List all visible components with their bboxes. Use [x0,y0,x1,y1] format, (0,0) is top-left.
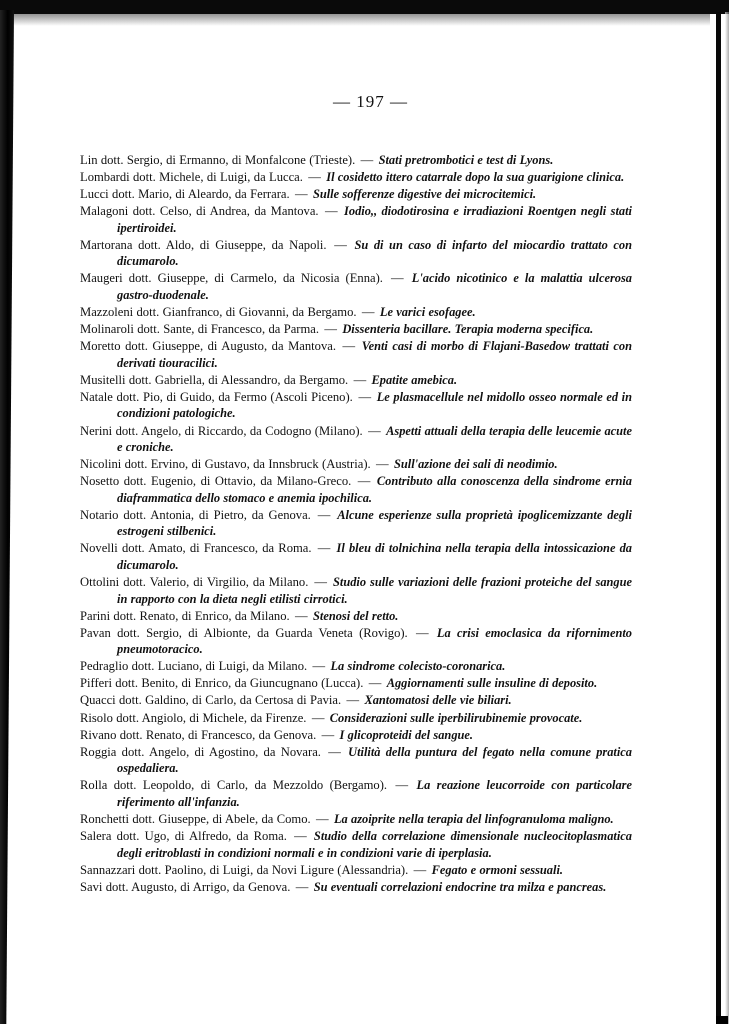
list-item [80,338,632,371]
scan-border-left [0,10,14,1024]
entry-author: Rivano dott. Renato, di Francesco, da Genova. [80,727,317,742]
entry-separator: — [328,744,341,759]
list-item [80,456,632,473]
entry-separator: — [416,625,429,640]
thesis-list [80,152,632,896]
entry-title: Dissenteria bacillare. Terapia moderna specifica. [342,322,594,337]
entry-separator: — [368,423,381,438]
entry-title: La azoiprite nella terapia del linfogranuloma maligno. [333,811,614,826]
list-item [80,389,632,422]
entry-title: Venti casi di morbo di Flajani-Basedow trattati con derivati tiouracilici. [117,339,632,370]
entry-separator: — [358,389,372,404]
entry-separator: — [316,811,329,826]
list-item [80,862,632,879]
entry-title: Studio della correlazione dimensionale nucleocitoplasmatica degli eritroblasti in condizioni normali e in condizioni varie di iperplasia. [117,829,632,860]
entry-title: Aspetti attuali della terapia delle leucemie acute e croniche. [117,423,632,455]
entry-separator: — [361,305,375,320]
entry-separator: — [395,778,409,793]
entry-title: Su eventuali correlazioni endocrine tra milza e pancreas. [313,879,607,894]
entry-separator: — [312,659,326,674]
entry-separator: — [368,676,382,691]
entry-separator: — [294,187,308,202]
entry-separator: — [360,153,374,167]
entry-title: Utilità della puntura del fegato nella comune pratica ospedaliera. [117,744,632,776]
entry-author: Rolla dott. Leopoldo, di Carlo, da Mezzoldo (Bergamo). [80,778,388,793]
entry-author: Musitelli dott. Gabriella, di Alessandro, da Bergamo. [80,372,349,387]
scan-edge-right [725,12,729,1024]
list-item [80,692,632,709]
list-item [80,540,632,573]
scan-corner-mark [716,1016,728,1024]
list-item [80,203,632,236]
list-item [80,658,632,675]
entry-title: L'acido nicotinico e la malattia ulcerosa gastro-duodenale. [117,271,632,302]
entry-author: Nicolini dott. Ervino, di Gustavo, da Innsbruck (Austria). [80,457,371,472]
entry-title: La reazione leucorroide con particolare riferimento all'infanzia. [117,778,633,809]
entry-author: Maugeri dott. Giuseppe, di Carmelo, da Nicosia (Enna). [80,271,383,286]
entry-title: Aggiornamenti sulle insuline di deposito. [386,676,598,691]
entry-author: Natale dott. Pio, di Guido, da Fermo (Ascoli Piceno). [80,389,353,404]
entry-author: Nerini dott. Angelo, di Riccardo, da Codogno (Milano). [80,423,363,438]
entry-author: Molinaroli dott. Sante, di Francesco, da Parma. [80,322,320,337]
entry-separator: — [334,237,347,252]
page-number: — 197 — [333,92,408,111]
entry-title: La crisi emoclasica da rifornimento pneumotoracico. [117,625,632,657]
entry-separator: — [413,862,427,877]
entry-separator: — [325,204,338,219]
entry-title: Sulle sofferenze digestive dei microcitemici. [312,187,537,202]
entry-author: Moretto dott. Giuseppe, di Augusto, da Mantova. [80,339,336,354]
entry-separator: — [391,271,404,286]
entry-author: Novelli dott. Amato, di Francesco, da Roma. [80,541,312,556]
entry-separator: — [346,693,360,708]
entry-author: Quacci dott. Galdino, di Carlo, da Certosa di Pavia. [80,693,342,708]
entry-title: Studio sulle variazioni delle frazioni proteiche del sangue in rapporto con la dieta negli etilisti cirrotici. [117,575,633,606]
list-item [80,372,632,389]
list-item [80,625,632,658]
entry-title: Iodio,, diodotirosina e irradiazioni Roentgen negli stati ipertiroidei. [117,204,632,235]
entry-author: Nosetto dott. Eugenio, di Ottavio, da Milano-Greco. [80,474,352,489]
entry-title: Alcune esperienze sulla proprietà ipoglicemizzante degli estrogeni stilbenici. [117,507,632,539]
entry-title: Xantomatosi delle vie biliari. [364,693,512,708]
list-item [80,744,632,777]
entry-separator: — [314,575,327,589]
list-item [80,270,632,303]
list-item [80,473,632,506]
entry-author: Mazzoleni dott. Gianfranco, di Giovanni, da Bergamo. [80,305,357,320]
entry-author: Malagoni dott. Celso, di Andrea, da Mantova. [80,204,319,219]
entry-title: Il cosidetto ittero catarrale dopo la sua guarigione clinica. [326,170,625,185]
entry-separator: — [294,829,307,844]
entry-separator: — [321,727,335,742]
list-item [80,777,632,810]
entry-author: Pifferi dott. Benito, di Enrico, da Giuncugnano (Lucca). [80,676,364,691]
entry-author: Pavan dott. Sergio, di Albionte, da Guarda Veneta (Rovigo). [80,625,408,640]
entry-author: Risolo dott. Angiolo, di Michele, da Firenze. [80,710,307,725]
entry-title: Epatite amebica. [371,372,458,387]
entry-title: Contributo alla conoscenza della sindrome ernia diaframmatica dello stomaco e anemia ipochilica. [117,474,632,505]
entry-separator: — [324,322,337,337]
entry-author: Lombardi dott. Michele, di Luigi, da Lucca. [80,170,303,185]
entry-title: Sull'azione dei sali di neodimio. [393,457,558,472]
list-item [80,811,632,828]
list-item [80,237,632,270]
entry-author: Notario dott. Antonia, di Pietro, da Genova. [80,507,311,522]
entry-title: Su di un caso di infarto del miocardio trattato con dicumarolo. [117,237,632,269]
entry-separator: — [317,507,331,522]
entry-separator: — [376,457,389,472]
entry-separator: — [308,170,321,185]
entry-author: Lucci dott. Mario, di Aleardo, da Ferrara. [80,187,290,202]
entry-author: Parini dott. Renato, di Enrico, da Milano. [80,608,290,623]
entry-title: La sindrome colecisto-coronarica. [330,659,506,674]
entry-separator: — [317,541,331,556]
entry-title: Il bleu di tolnichina nella terapia della intossicazione da dicumarolo. [117,541,632,572]
list-item [80,186,632,203]
entry-author: Ottolini dott. Valerio, di Virgilio, da Milano. [80,575,309,589]
scan-border-top [0,0,729,14]
entry-author: Lin dott. Sergio, di Ermanno, di Monfalcone (Trieste). [80,153,356,167]
entry-title: Le varici esofagee. [379,305,476,320]
entry-author: Ronchetti dott. Giuseppe, di Abele, da Como. [80,811,311,826]
list-item [80,152,632,169]
entry-separator: — [295,879,309,894]
entry-title: Fegato e ormoni sessuali. [431,862,563,877]
list-item [80,727,632,744]
list-item [80,828,632,861]
list-item [80,304,632,321]
entry-separator: — [295,608,308,623]
list-item [80,608,632,625]
entry-title: I glicoproteidi del sangue. [339,727,474,742]
entry-separator: — [342,339,356,354]
list-item [80,423,632,456]
list-item [80,675,632,692]
entry-title: Stati pretrombotici e test di Lyons. [378,153,554,167]
scan-shadow-top [10,14,710,26]
entry-author: Salera dott. Ugo, di Alfredo, da Roma. [80,829,287,844]
entry-separator: — [353,372,367,387]
entry-author: Pedraglio dott. Luciano, di Luigi, da Milano. [80,659,308,674]
list-item [80,321,632,338]
list-item [80,879,632,896]
list-item [80,710,632,727]
scan-border-right [716,12,721,1024]
entry-title: Considerazioni sulle iperbilirubinemie provocate. [329,710,583,725]
entry-author: Martorana dott. Aldo, di Giuseppe, da Napoli. [80,237,327,252]
entry-title: Stenosi del retto. [312,608,399,623]
entry-title: Le plasmacellule nel midollo osseo normale ed in condizioni patologiche. [117,389,632,421]
entry-author: Savi dott. Augusto, di Arrigo, da Genova. [80,879,291,894]
list-item [80,169,632,186]
entry-author: Roggia dott. Angelo, di Agostino, da Novara. [80,744,321,759]
list-item [80,574,632,607]
entry-author: Sannazzari dott. Paolino, di Luigi, da Novi Ligure (Alessandria). [80,862,409,877]
list-item [80,507,632,540]
entry-separator: — [357,474,371,489]
entry-separator: — [311,710,325,725]
